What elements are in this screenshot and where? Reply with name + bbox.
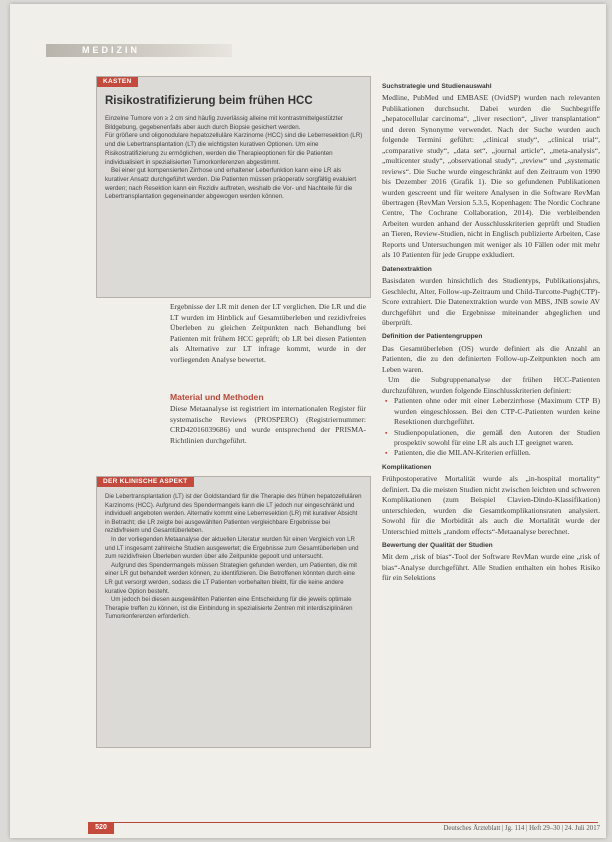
box-paragraph: Einzelne Tumore von ≥ 2 cm sind häufig zuverlässig alleine mit kontrastmittelgestützter Bildgebung, gegebenenfalls aber auch durch Biopsie gesichert werden. — [105, 115, 343, 131]
section-rubric: MEDIZIN — [46, 44, 232, 57]
box-tag-kasten: KASTEN — [97, 77, 138, 87]
box-paragraph: Die Lebertransplantation (LT) ist der Goldstandard für die Therapie des frühen hepatozellulären Karzinoms (HCC). Aufgrund des Spendermangels kann die LT jedoch nur eingeschränkt und individuell angeboten werden. Alternativ kommt eine Leberresektion (LR) mit kurativer Absicht in Betracht; die LR zeigte bei ausgewählten Patienten vergleichbare Ergebnisse bei rezidivfreiem und Gesamtüberleben. — [105, 493, 362, 535]
subheading: Bewertung der Qualität der Studien — [382, 542, 493, 550]
body-paragraph: Um die Subgruppenanalyse der frühen HCC-Patienten durchzuführen, wurden folgende Einschlusskriterien definiert: — [382, 375, 600, 395]
box-title: Risikostratifizierung beim frühen HCC — [105, 95, 313, 107]
journal-citation: Deutsches Ärzteblatt | Jg. 114 | Heft 29–30 | 24. Juli 2017 — [443, 825, 600, 832]
intro-text — [170, 302, 366, 366]
list-item: ▪ Patienten, die die MILAN-Kriterien erfüllen. — [394, 448, 600, 458]
box-paragraph: In der vorliegenden Metaanalyse der aktuellen Literatur wurden für einen Vergleich von LR und LT insgesamt zahlreiche Studien ausgewertet; die Ergebnisse zum Gesamtüberleben und zum rezidivfreien Überleben wurden über alle Zeitpunkte gepoolt und untersucht. — [105, 535, 359, 561]
body-paragraph: Mit dem „risk of bias“-Tool der Software RevMan wurde eine „risk of bias“-Analyse durchgeführt. Alle Studien enthalten ein hohes Risiko für ein Selektions — [382, 552, 600, 583]
body-paragraph: Medline, PubMed und EMBASE (OvidSP) wurden nach relevanten Publikationen durchsucht. Dabei wurden die Suchbegriffe „hepatocellular carcinoma“, „liver resection“, „liver transplantation“ und deren Synonyme verwendet. Nach der Suche wurden auch folgende Termini geführt: „clinical study“, „clinical trial“, „comparative study“, „data set“, „journal article“, „meta-analysis“, „multicenter study“, „observational study“, „review“ und „systematic reviews“. Die Suche wurde eingeschränkt auf den Zeitraum von 1990 bis Dezember 2016 (Grafik 1). Die so gefundenen Publikationen wurden gescreent und für weitere Analysen in die Software RevMan übertragen (RevMan Version 5.3.5, Kopenhagen: The Nordic Cochrane Centre, The Cochrane Collaboration, 2014). Die verbleibenden Arbeiten wurden anhand der Ausschlusskriterien geprüft und Studien an Tieren, Review-Studien, nicht in Englisch publizierte Arbeiten, Case Reports und Untersuchungen mit weniger als 10 Fällen oder mit mehr als 10 Patienten für jede Gruppe exkludiert. — [382, 93, 600, 260]
page-number: 520 — [88, 822, 114, 834]
body-paragraph: Ergebnisse der LR mit denen der LT verglichen. Die LR und die LT wurden im Hinblick auf Gesamtüberleben und rezidivfreies Überleben zu gleichen Zeitpunkten nach Behandlung bei Patienten mit frühem HCC geprüft; ob LR bei diesen Patienten als Alternative zur LT infrage kommt, wurde in der vorliegenden Analyse bewertet. — [170, 302, 366, 364]
box-paragraph: Um jedoch bei diesen ausgewählten Patienten eine Entscheidung für die jeweils optimale Therapie treffen zu können, ist die Einbindung in spezialisierte Zentren mit interdisziplinären Tumorkonferenzen erforderlich. — [105, 596, 353, 621]
body-paragraph: Frühpostoperative Mortalität wurde als „in-hospital mortality“ definiert. Da die meisten Studien nicht zwischen leichten und schweren Komplikationen (zum Beispiel Clavien-Dindo-Klassifikation) unterschieden, wurden die Gesamtkomplikationsraten analysiert. Sowohl für die Morbidität als auch die Mortalität wurde der Unterschied mittels „random effects“-Metaanalyse berechnet. — [382, 474, 600, 536]
body-paragraph: Diese Metaanalyse ist registriert im internationalen Register für systematische Reviews (PROSPERO) (Registriernummer: CRD42016039686) und wurde entsprechend der PRISMA-Richtlinien durchgeführt. — [170, 404, 366, 445]
methods-text — [170, 404, 366, 446]
subheading: Datenextraktion — [382, 265, 432, 273]
box-text — [105, 493, 363, 622]
box-text — [105, 115, 363, 202]
body-paragraph: Das Gesamtüberleben (OS) wurde definiert als die Anzahl an Patienten, die zu den definierten Follow-up-Zeitpunkten noch am Leben waren. — [382, 343, 600, 374]
info-box-kasten — [96, 76, 371, 298]
methods-heading: Material und Methoden — [170, 392, 264, 402]
criteria-list — [382, 396, 600, 459]
right-column — [382, 78, 600, 584]
list-item: ▪ Studienpopulationen, die gemäß den Autoren der Studien prospektiv sowohl für eine LR als auch LT geeignet waren. — [394, 428, 600, 449]
body-paragraph: Basisdaten wurden hinsichtlich des Studientyps, Publikationsjahrs, Geschlecht, Alter, Follow-up-Zeitraum und Child-Turcotte-Pugh(CTP)-Score extrahiert. Die Datenextraktion wurde von MBS, JNB sowie AV durchgeführt und die Ergebnisse miteinander abgeglichen und überprüft. — [382, 276, 600, 327]
box-paragraph: Aufgrund des Spendermangels müssen Strategien gefunden werden, um Patienten, die mit einer LR gut behandelt werden können, zu identifizieren. Die Betroffenen könnten durch eine LR gut versorgt werden, sodass die LT Patienten vorbehalten bleibt, für die keine andere kurative Option besteht. — [105, 561, 357, 595]
box-tag-klinisch: DER KLINISCHE ASPEKT — [97, 477, 194, 487]
subheading: Definition der Patientengruppen — [382, 333, 483, 341]
box-paragraph: Bei einer gut kompensierten Zirrhose und erhaltener Leberfunktion kann eine LR als kurativer Ansatz durchgeführt werden. Die Patienten müssen präoperativ sorgfältig evaluiert werden; nach Resektion kann ein Rezidiv auftreten, weshalb die Vor- und Nachteile für die Lebertransplantation gegeneinander abgewogen werden können. — [105, 167, 357, 201]
subheading: Suchstrategie und Studienauswahl — [382, 83, 492, 90]
box-paragraph: Für größere und oligonodulare hepatozelluläre Karzinome (HCC) sind die Leberresektion (LR) und die Lebertransplantation (LT) die wichtigsten kurativen Optionen. Um eine Risikostratifizierung zu ermöglichen, werden die Therapieoptionen für die Patienten individualisiert in spezialisierten Tumorkonferenzen abgestimmt. — [105, 132, 363, 166]
footer-rule — [88, 822, 598, 823]
page — [10, 4, 606, 838]
list-item: ▪ Patienten ohne oder mit einer Leberzirrhose (Maximum CTP B) wurden eingeschlossen. Bei den CTP-C-Patienten wurden keine Resektionen durchgeführt. — [394, 396, 600, 427]
subheading: Komplikationen — [382, 463, 432, 471]
info-box-klinischer-aspekt — [96, 476, 371, 748]
